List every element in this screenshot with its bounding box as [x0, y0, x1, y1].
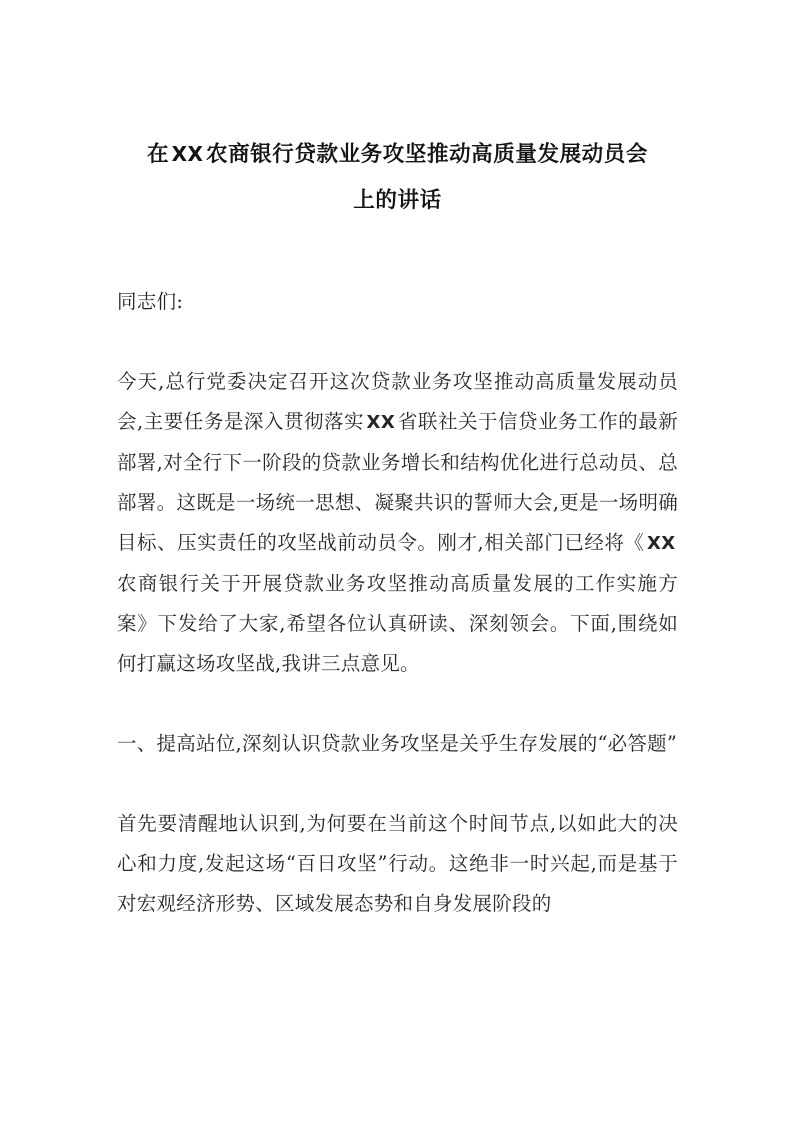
title-text-after: 农商银行贷款业务攻坚推动高质量发展动员会: [205, 142, 648, 167]
section-heading-one: 一、提高站位,深刻认识贷款业务攻坚是关乎生存发展的“必答题”: [117, 732, 678, 755]
paragraph-opening-part-3: 农商银行关于开展贷款业务攻坚推动高质量发展的工作实施方案》下发给了大家,希望各位认真研读、深刻领会。下面,围绕如何打赢这场攻坚战,我讲三点意见。: [117, 572, 678, 675]
paragraph-opening: [117, 322, 678, 684]
paragraph-opening-part-2: 省联社关于信贷业务工作的最新部署,对全行下一阶段的贷款业务增长和结构优化进行总动员、总部署。这既是一场统一思想、凝聚共识的誓师大会,更是一场明确目标、压实责任的攻坚战前动员令。刚才,相关部门已经将《: [117, 410, 678, 554]
paragraph-placeholder-xx-2: XX: [646, 533, 676, 554]
salutation: 同志们:: [117, 290, 184, 313]
document-title: [117, 0, 678, 224]
paragraph-opening-part-1: 今天,总行党委决定召开这次贷款业务攻坚推动高质量发展动员会,主要任务是深入贯彻落实: [117, 370, 678, 433]
title-text-line-2: 上的讲话: [353, 188, 442, 213]
paragraph-placeholder-xx-1: XX: [366, 412, 396, 433]
document-content: [117, 0, 678, 924]
title-text-before: 在: [147, 142, 170, 167]
title-placeholder-xx: XX: [171, 142, 204, 166]
paragraph-section-one-body: 首先要清醒地认识到,为何要在当前这个时间节点,以如此大的决心和力度,发起这场“百日攻坚”行动。这绝非一时兴起,而是基于对宏观经济形势、区域发展态势和自身发展阶段的: [117, 812, 678, 915]
